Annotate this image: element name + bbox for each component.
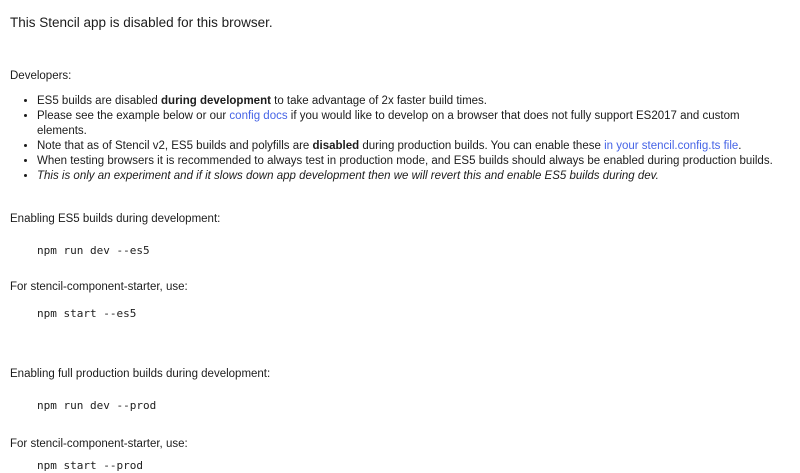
note-text: Please see the example below or our [37, 110, 230, 122]
note-text: . [738, 140, 742, 152]
developers-heading: Developers: [10, 70, 72, 82]
code-npm-run-dev-prod: npm run dev --prod [37, 399, 157, 412]
prod-starter-label: For stencil-component-starter, use: [10, 438, 188, 450]
prod-dev-heading: Enabling full production builds during development: [10, 368, 271, 380]
code-npm-start-prod: npm start --prod [37, 459, 143, 472]
config-docs-link[interactable]: config docs [229, 110, 288, 122]
note-text: to take advantage of 2x faster build times. [270, 95, 488, 107]
list-item-config-docs [37, 109, 790, 139]
code-npm-run-dev-es5: npm run dev --es5 [37, 244, 150, 257]
stencil-config-link[interactable]: in your stencil.config.ts file [604, 140, 739, 152]
notes-list [10, 94, 790, 184]
list-item-testing-browsers [37, 154, 790, 169]
note-text: during production builds. You can enable these [359, 140, 605, 152]
list-item-es5-disabled [37, 94, 790, 109]
list-item-experiment [37, 169, 790, 184]
note-italic-text: This is only an experiment and if it slows down app development then we will revert this and enable ES5 builds during dev. [37, 170, 659, 182]
note-bold-text: during development [161, 95, 271, 107]
note-text: Note that as of Stencil v2, ES5 builds and polyfills are [37, 140, 313, 152]
note-text: ES5 builds are disabled [37, 95, 162, 107]
page-title: This Stencil app is disabled for this browser. [10, 15, 273, 30]
note-text: if you would like to develop on a browser that does not fully support ES2017 and custom elements. [37, 110, 740, 137]
code-npm-start-es5: npm start --es5 [37, 307, 137, 320]
es5-dev-heading: Enabling ES5 builds during development: [10, 213, 221, 225]
note-text: When testing browsers it is recommended to always test in production mode, and ES5 builds should always be enabled during production builds. [37, 155, 773, 167]
list-item-stencil-v2 [37, 139, 790, 154]
note-bold-text: disabled [312, 140, 360, 152]
es5-starter-label: For stencil-component-starter, use: [10, 281, 188, 293]
